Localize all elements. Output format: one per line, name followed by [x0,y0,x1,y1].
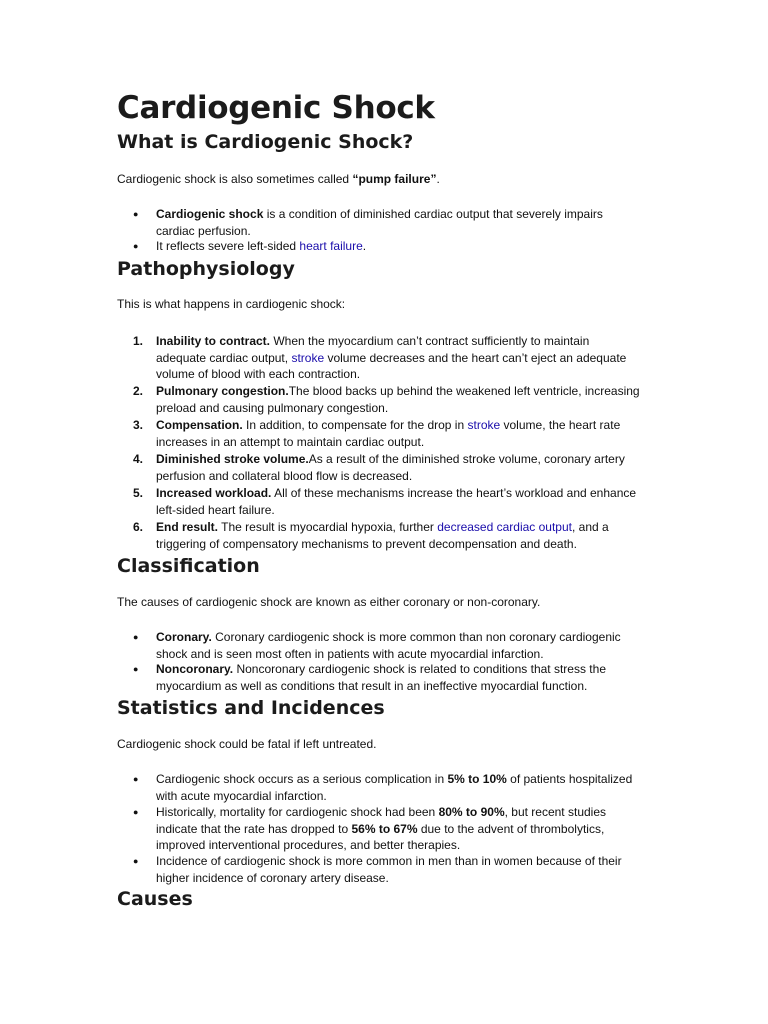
list-item: ● Cardiogenic shock is a condition of diminished cardiac output that severely impairs cardiac perfusion. [133,207,603,238]
bullet-icon: ● [133,632,139,642]
intro-paragraph: Cardiogenic shock is also sometimes called “pump failure”. [117,172,440,186]
heading-causes: Causes [117,888,193,910]
list-item: ● Cardiogenic shock occurs as a serious complication in 5% to 10% of patients hospitalized with acute myocardial infarction. [133,772,633,803]
heading-classification: Classification [117,555,260,577]
heading-what-is: What is Cardiogenic Shock? [117,131,414,153]
heading-pathophysiology: Pathophysiology [117,258,295,280]
heading-statistics: Statistics and Incidences [117,697,385,719]
list-item: ● Coronary. Coronary cardiogenic shock is more common than non coronary cardiogenic shock and is seen most often in patients with acute myocardial infarction. [133,630,621,661]
list-item: 2. Pulmonary congestion.The blood backs up behind the weakened left ventricle, increasing preload and causing pulmonary congestion. [133,384,640,415]
decreased-cardiac-output-link[interactable]: decreased cardiac output [437,520,572,534]
list-item: ● Incidence of cardiogenic shock is more common in men than in women because of their higher incidence of coronary artery disease. [133,854,622,885]
list-item: ● Noncoronary. Noncoronary cardiogenic shock is related to conditions that stress the myocardium as well as conditions that result in an ineffective myocardial function. [133,662,606,693]
bullet-icon: ● [133,856,139,866]
bullet-icon: ● [133,807,139,817]
list-item: 6. End result. The result is myocardial hypoxia, further decreased cardiac output, and a triggering of compensatory mechanisms to prevent decompensation and death. [133,520,609,551]
list-item: ● It reflects severe left-sided heart failure. [133,239,367,253]
stroke-link[interactable]: stroke [291,350,325,365]
bullet-icon: ● [133,209,139,219]
list-item: 5. Increased workload. All of these mechanisms increase the heart’s workload and enhance left-sided heart failure. [133,486,637,517]
bullet-icon: ● [133,774,139,784]
heart-failure-link[interactable]: heart failure [299,239,363,253]
page-title: Cardiogenic Shock [117,90,435,126]
classification-intro: The causes of cardiogenic shock are known as either coronary or non-coronary. [117,595,541,609]
list-item: 1. Inability to contract. When the myocardium can’t contract sufficiently to maintain adequate cardiac output, stroke volume decreases and the heart can’t eject an adequate volume of blood with each contraction. [133,334,627,381]
list-item: ● Historically, mortality for cardiogenic shock had been 80% to 90%, but recent studies indicate that the rate has dropped to 56% to 67% due to the advent of thrombolytics, improved interventional procedures, and better therapies. [133,805,606,852]
bullet-icon: ● [133,241,139,251]
bullet-icon: ● [133,664,139,674]
patho-intro: This is what happens in cardiogenic shock: [117,297,346,311]
statistics-intro: Cardiogenic shock could be fatal if left untreated. [117,737,377,751]
list-item: 4. Diminished stroke volume.As a result of the diminished stroke volume, coronary artery perfusion and collateral blood flow is decreased. [133,452,625,483]
stroke-link[interactable]: stroke [467,418,501,432]
list-item: 3. Compensation. In addition, to compensate for the drop in stroke volume, the heart rate increases in an attempt to maintain cardiac output. [133,418,621,449]
